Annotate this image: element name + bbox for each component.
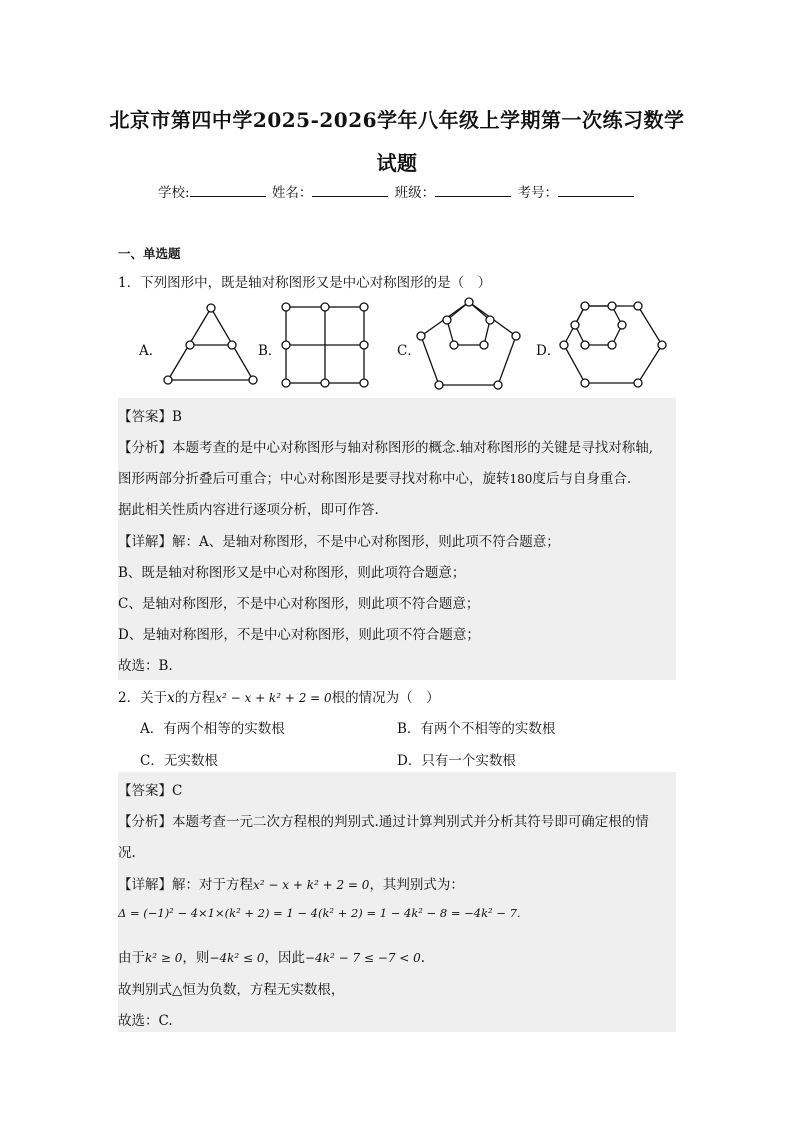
- q2-since-line: 由于k² ≥ 0，则−4k² ≤ 0，因此−4k² − 7 ≤ −7 < 0.: [118, 950, 426, 966]
- q1-conclusion: 故选：B.: [118, 658, 173, 674]
- q1-analysis-2: 图形两部分折叠后可重合；中心对称图形是要寻找对称中心，旋转180度后与自身重合.: [118, 471, 632, 487]
- q2-option-c[interactable]: C．无实数根: [140, 753, 218, 769]
- q2-option-d[interactable]: D．只有一个实数根: [397, 753, 516, 769]
- figure-d-hexagons: [560, 302, 666, 387]
- q1-answer: 【答案】B: [118, 409, 182, 425]
- page-title: 北京市第四中学2025-2026学年八年级上学期第一次练习数学: [109, 108, 685, 132]
- figure-a-triangle: [164, 304, 257, 384]
- q1-figures: [0, 0, 794, 400]
- class-label: 班级：: [394, 185, 436, 201]
- q1-detail-3: C、是轴对称图形，不是中心对称图形，则此项不符合题意；: [118, 596, 480, 612]
- q1-analysis-1: 【分析】本题考查的是中心对称图形与轴对称图形的概念.轴对称图形的关键是寻找对称轴,: [118, 440, 654, 456]
- q2-analysis-2: 况.: [118, 845, 136, 861]
- number-label: 考号：: [517, 185, 558, 201]
- q2-option-b[interactable]: B．有两个不相等的实数根: [397, 721, 556, 737]
- page-title-line2: 试题: [376, 151, 418, 175]
- school-label: 学校:: [158, 185, 190, 201]
- q2-option-a[interactable]: A．有两个相等的实数根: [140, 721, 285, 737]
- q2-discriminant: Δ = (−1)² − 4×1×(k² + 2) = 1 − 4(k² + 2) = 1 − 4k² − 8 = −4k² − 7.: [118, 906, 521, 920]
- q1-option-d-label: D．: [536, 343, 561, 359]
- q1-option-c-label: C．: [397, 343, 421, 359]
- q2-detail-line: 【详解】解：对于方程x² − x + k² + 2 = 0，其判别式为：: [118, 877, 464, 893]
- name-label: 姓名：: [271, 185, 313, 201]
- figure-b-grid: [282, 303, 368, 387]
- q2-analysis-1: 【分析】本题考查一元二次方程根的判别式.通过计算判别式并分析其符号即可确定根的情: [118, 814, 649, 830]
- q1-detail-2: B、既是轴对称图形又是中心对称图形，则此项符合题意；: [118, 565, 466, 581]
- q1-detail-1: 【详解】解：A、是轴对称图形，不是中心对称图形，则此项不符合题意；: [118, 534, 560, 550]
- q2-conclusion: 故选：C.: [118, 1013, 173, 1029]
- q1-analysis-3: 据此相关性质内容进行逐项分析，即可作答.: [118, 502, 379, 518]
- question-2-stem: 2．关于x的方程x² − x + k² + 2 = 0根的情况为（ ）: [118, 690, 440, 706]
- q1-option-a-label: A．: [139, 343, 163, 359]
- q2-answer: 【答案】C: [118, 783, 183, 799]
- question-1-stem: 1．下列图形中，既是轴对称图形又是中心对称图形的是（ ）: [118, 275, 492, 291]
- section-heading: 一、单选题: [118, 246, 181, 261]
- q1-option-b-label: B．: [258, 343, 282, 359]
- q2-therefore: 故判别式△恒为负数，方程无实数根，: [118, 982, 345, 998]
- figure-c-pentagons: [417, 298, 520, 389]
- q1-detail-4: D、是轴对称图形，不是中心对称图形，则此项不符合题意；: [118, 627, 480, 643]
